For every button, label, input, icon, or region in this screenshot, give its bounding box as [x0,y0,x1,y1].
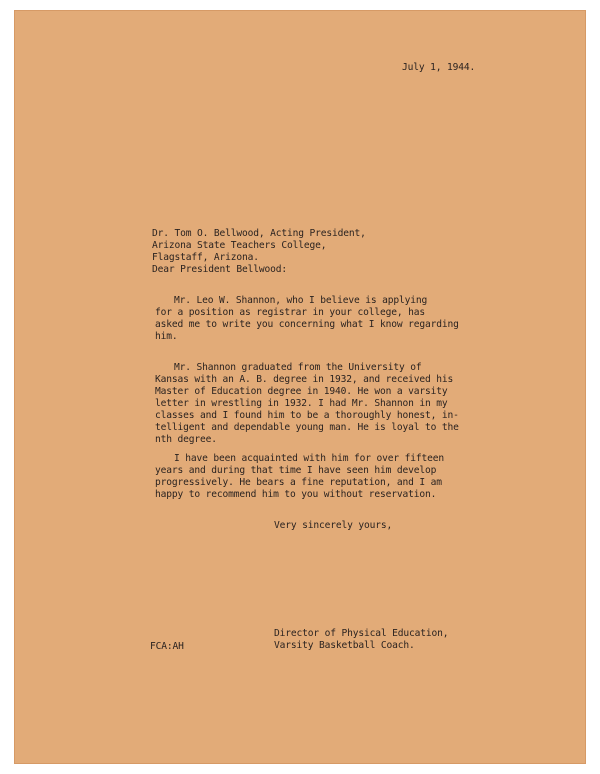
paragraph-2-line-3: Master of Education degree in 1940. He won a varsity [155,386,448,397]
paragraph-3-line-2: years and during that time I have seen him develop [155,465,437,476]
paragraph-1-line-2: for a position as registrar in your college, has [155,307,426,318]
paragraph-2-line-7: nth degree. [155,434,217,445]
recipient-line-1: Dr. Tom O. Bellwood, Acting President, [152,228,366,239]
paragraph-3-line-1: I have been acquainted with him for over fifteen [174,453,445,464]
signature-title-line-1: Director of Physical Education, [274,628,449,639]
salutation: Dear President Bellwood: [152,264,288,275]
paragraph-2-line-6: telligent and dependable young man. He is loyal to the [155,422,459,433]
letter-date: July 1, 1944. [402,62,476,73]
paragraph-2-line-2: Kansas with an A. B. degree in 1932, and received his [155,374,454,385]
paragraph-3-line-4: happy to recommend him to you without reservation. [155,489,437,500]
signature-title-line-2: Varsity Basketball Coach. [274,640,415,651]
paragraph-2-line-4: letter in wrestling in 1932. I had Mr. Shannon in my [155,398,448,409]
recipient-line-2: Arizona State Teachers College, [152,240,327,251]
typist-initials: FCA:AH [150,641,184,652]
paragraph-1-line-1: Mr. Leo W. Shannon, who I believe is applying [174,295,428,306]
paragraph-2-line-5: classes and I found him to be a thoroughly honest, in- [155,410,459,421]
paragraph-1-line-3: asked me to write you concerning what I know regarding [155,319,459,330]
paragraph-1-line-4: him. [155,331,178,342]
paragraph-3-line-3: progressively. He bears a fine reputation, and I am [155,477,442,488]
closing: Very sincerely yours, [274,520,393,531]
paragraph-2-line-1: Mr. Shannon graduated from the University of [174,362,422,373]
recipient-line-3: Flagstaff, Arizona. [152,252,259,263]
